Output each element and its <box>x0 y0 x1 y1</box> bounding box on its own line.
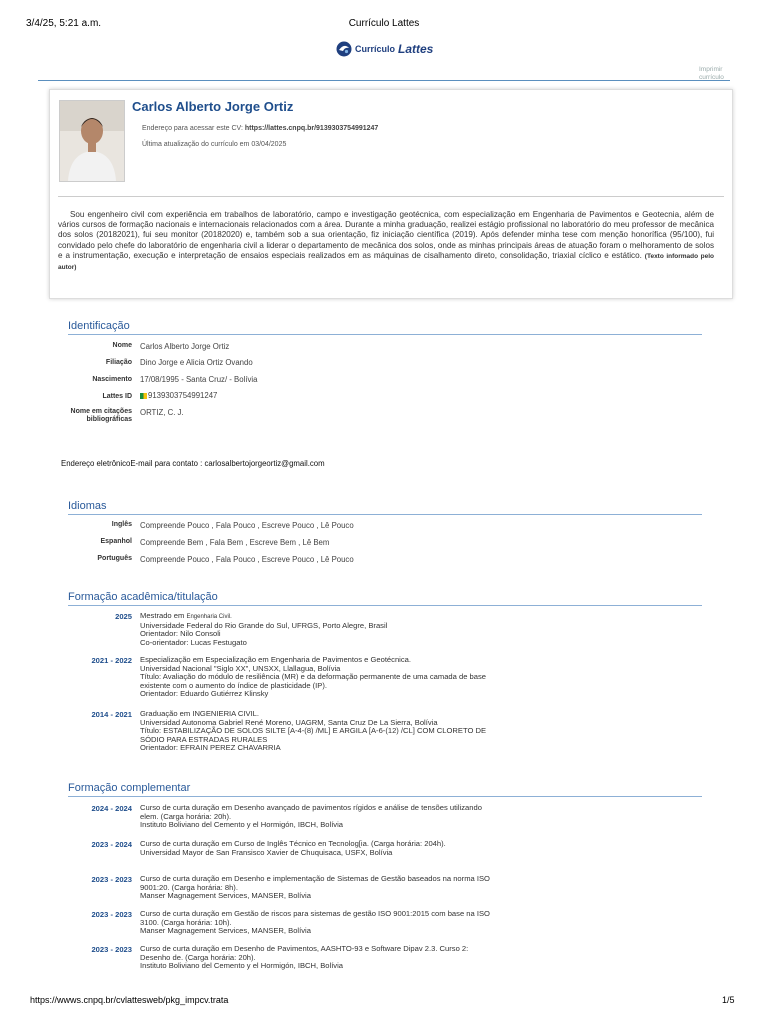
complementar-year-1: 2024 - 2024 <box>91 804 132 813</box>
section-title-complementar: Formação complementar <box>68 782 191 794</box>
label-portugues: Português <box>97 555 132 562</box>
formacao-degree-area: Engenharia Civil. <box>186 614 232 620</box>
formacao-institution: Universidad Nacional "Siglo XX", UNSXX, Llallagua, Bolívia <box>140 663 341 673</box>
lattes-logo-icon <box>336 41 352 57</box>
formacao-year-1: 2025 <box>115 612 132 621</box>
value-nome: Carlos Alberto Jorge Ortiz <box>140 342 230 351</box>
label-citacoes: Nome em citações bibliográficas <box>70 408 132 423</box>
formacao-thesis-title: Título: Avaliação do módulo de resiliência (MR) e da deformação permanente de uma camada de base existente com o aumento do índice de plasticidade (IP). <box>140 672 486 690</box>
email-contact: Endereço eletrônicoE-mail para contato : carlosalbertojorgeortiz@gmail.com <box>61 459 325 468</box>
course-institution: Manser Magnagement Services, MANSER, Bolívia <box>140 926 311 936</box>
formacao-institution: Universidade Federal do Rio Grande do Sul, UFRGS, Porto Alegre, Brasil <box>140 620 388 630</box>
course-institution: Manser Magnagement Services, MANSER, Bolívia <box>140 891 311 901</box>
formacao-advisor: Orientador: Nilo Consoli <box>140 629 221 639</box>
formacao-entry-1 <box>140 612 490 647</box>
card-divider <box>58 196 724 197</box>
formacao-year-3: 2014 - 2021 <box>91 710 132 719</box>
course-title: Curso de curta duração em Curso de Inglês Técnico en Tecnolog[ia. (Carga horária: 204h). <box>140 839 446 848</box>
complementar-year-2: 2023 - 2024 <box>91 840 132 849</box>
section-title-formacao: Formação acadêmica/titulação <box>68 591 218 603</box>
profile-abstract <box>58 210 714 273</box>
last-updated: Última atualização do currículo em 03/04/2025 <box>142 141 287 148</box>
complementar-entry-2 <box>140 840 490 857</box>
complementar-year-3: 2023 - 2023 <box>91 875 132 884</box>
value-portugues: Compreende Pouco , Fala Pouco , Escreve Pouco , Lê Pouco <box>140 555 354 564</box>
formacao-year-2: 2021 - 2022 <box>91 656 132 665</box>
complementar-year-4: 2023 - 2023 <box>91 910 132 919</box>
course-title: Curso de curta duração em Desenho avançado de pavimentos rígidos e análise de tensões utilizando elem. (Carga horária: 20h). <box>140 803 482 821</box>
label-filiacao: Filiação <box>105 359 132 366</box>
value-lattes-id <box>140 391 217 400</box>
logo-text-curriculo: Currículo <box>355 44 396 54</box>
formacao-degree: Graduação em INGENIERIA CIVIL. <box>140 709 260 718</box>
value-nascimento: 17/08/1995 - Santa Cruz/ - Bolívia <box>140 375 258 384</box>
formacao-entry-2 <box>140 656 490 699</box>
person-photo-icon <box>60 101 124 181</box>
value-espanhol: Compreende Bem , Fala Bem , Escreve Bem , Lê Bem <box>140 538 330 547</box>
print-page-number: 1/5 <box>722 995 735 1005</box>
complementar-entry-5 <box>140 945 490 971</box>
course-title: Curso de curta duração em Desenho e implementação de Sistemas de Gestão baseados na norma ISO 9001:20. (Carga horária: 8h). <box>140 874 490 892</box>
lattes-id-icon <box>140 393 147 399</box>
formacao-thesis-title: Título: ESTABILIZAÇÃO DE SOLOS SILTE [A-4-(8) /ML] E ARGILA [A-6-(12) /CL] COM CLORETO DE SÓDIO PARA ESTRADAS RURALES <box>140 726 487 744</box>
complementar-entry-1 <box>140 804 490 830</box>
course-title: Curso de curta duração em Gestão de riscos para sistemas de gestão ISO 9001:2015 com base na ISO 3100. (Carga horária: 10h). <box>140 909 490 927</box>
formacao-advisor: Orientador: Eduardo Gutiérrez Klinsky <box>140 689 269 699</box>
value-ingles: Compreende Pouco , Fala Pouco , Escreve Pouco , Lê Pouco <box>140 521 354 530</box>
label-nome: Nome <box>112 342 132 349</box>
formacao-degree: Especialização em Especialização em Engenharia de Pavimentos e Geotécnica. <box>140 655 411 664</box>
lattes-id-number: 9139303754991247 <box>148 391 218 400</box>
cv-url-label: Endereço para acessar este CV: <box>142 125 243 132</box>
value-citacoes: ORTIZ, C. J. <box>140 408 184 417</box>
formacao-coadvisor: Co-orientador: Lucas Festugato <box>140 637 247 647</box>
label-lattes-id: Lattes ID <box>102 393 132 400</box>
label-ingles: Inglês <box>111 521 132 528</box>
formacao-institution: Universidad Autonoma Gabriel René Moreno, UAGRM, Santa Cruz De La Sierra, Bolívia <box>140 717 438 727</box>
section-rule-formacao <box>68 605 702 606</box>
formacao-advisor: Orientador: EFRAIN PEREZ CHAVARRIA <box>140 743 281 753</box>
print-footer-url: https://wwws.cnpq.br/cvlattesweb/pkg_impcv.trata <box>30 995 229 1005</box>
section-rule-idiomas <box>68 514 702 515</box>
section-title-idiomas: Idiomas <box>68 500 107 512</box>
formacao-degree: Mestrado em <box>140 611 185 620</box>
print-page-title: Currículo Lattes <box>348 18 420 29</box>
value-filiacao: Dino Jorge e Alicia Ortiz Ovando <box>140 358 253 367</box>
profile-name: Carlos Alberto Jorge Ortiz <box>132 99 294 114</box>
section-rule-complementar <box>68 796 702 797</box>
complementar-year-5: 2023 - 2023 <box>91 945 132 954</box>
course-title: Curso de curta duração em Desenho de Pavimentos, AASHTO-93 e Software Dipav 2.3. Curso 2: Desenho de. (Carga horária: 20h). <box>140 944 469 962</box>
section-title-identificacao: Identificação <box>68 320 130 332</box>
header-divider <box>38 80 730 81</box>
formacao-entry-3 <box>140 710 490 753</box>
section-rule-identificacao <box>68 334 702 335</box>
print-date: 3/4/25, 5:21 a.m. <box>26 18 102 29</box>
course-institution: Instituto Boliviano del Cemento y el Hormigón, IBCH, Bolívia <box>140 820 344 830</box>
label-nascimento: Nascimento <box>92 376 132 383</box>
complementar-entry-3 <box>140 875 490 901</box>
profile-photo <box>59 100 125 182</box>
profile-card <box>49 89 733 299</box>
cv-url-link[interactable]: https://lattes.cnpq.br/9139303754991247 <box>244 125 379 132</box>
abstract-text: Sou engenheiro civil com experiência em trabalhos de laboratório, campo e investigação geotécnica, com especialização em Engenharia de Pavimentos e Geotecnia, além de vários cursos de formação nacionais e internacionais relacionados com a área. Durante a minha graduação, realizei estágio profissional no laboratório do meu professor de mecânica dos solos (20182021), fui seu monitor (20182020) e, também sob a sua orientação, fiz iniciação científica (2019). Após defender minha tese com menção honorífica (95/100), fui convidado pelo chefe do laboratório de engenharia civil a liderar o departamento de mecânica dos solos, onde as minhas principais áreas de atuação foram o melhoramento de solos e a instrumentação, execução e interpretação de ensaios especiais realizados em as máquinas de cisalhamento direto, consolidação, triaxial cíclico e estático. <box>58 210 714 260</box>
print-cv-link[interactable]: Imprimir currículo <box>699 66 724 81</box>
course-institution: Instituto Boliviano del Cemento y el Hormigón, IBCH, Bolívia <box>140 961 344 971</box>
label-espanhol: Espanhol <box>100 538 132 545</box>
complementar-entry-4 <box>140 910 490 936</box>
logo-text-lattes: Lattes <box>398 42 434 56</box>
course-institution: Universidad Mayor de San Fransisco Xavier de Chuquisaca, USFX, Bolívia <box>140 847 393 857</box>
lattes-logo <box>336 41 433 57</box>
cv-url-line <box>142 125 378 132</box>
abstract-note: (Texto informado pelo autor) <box>58 252 714 272</box>
